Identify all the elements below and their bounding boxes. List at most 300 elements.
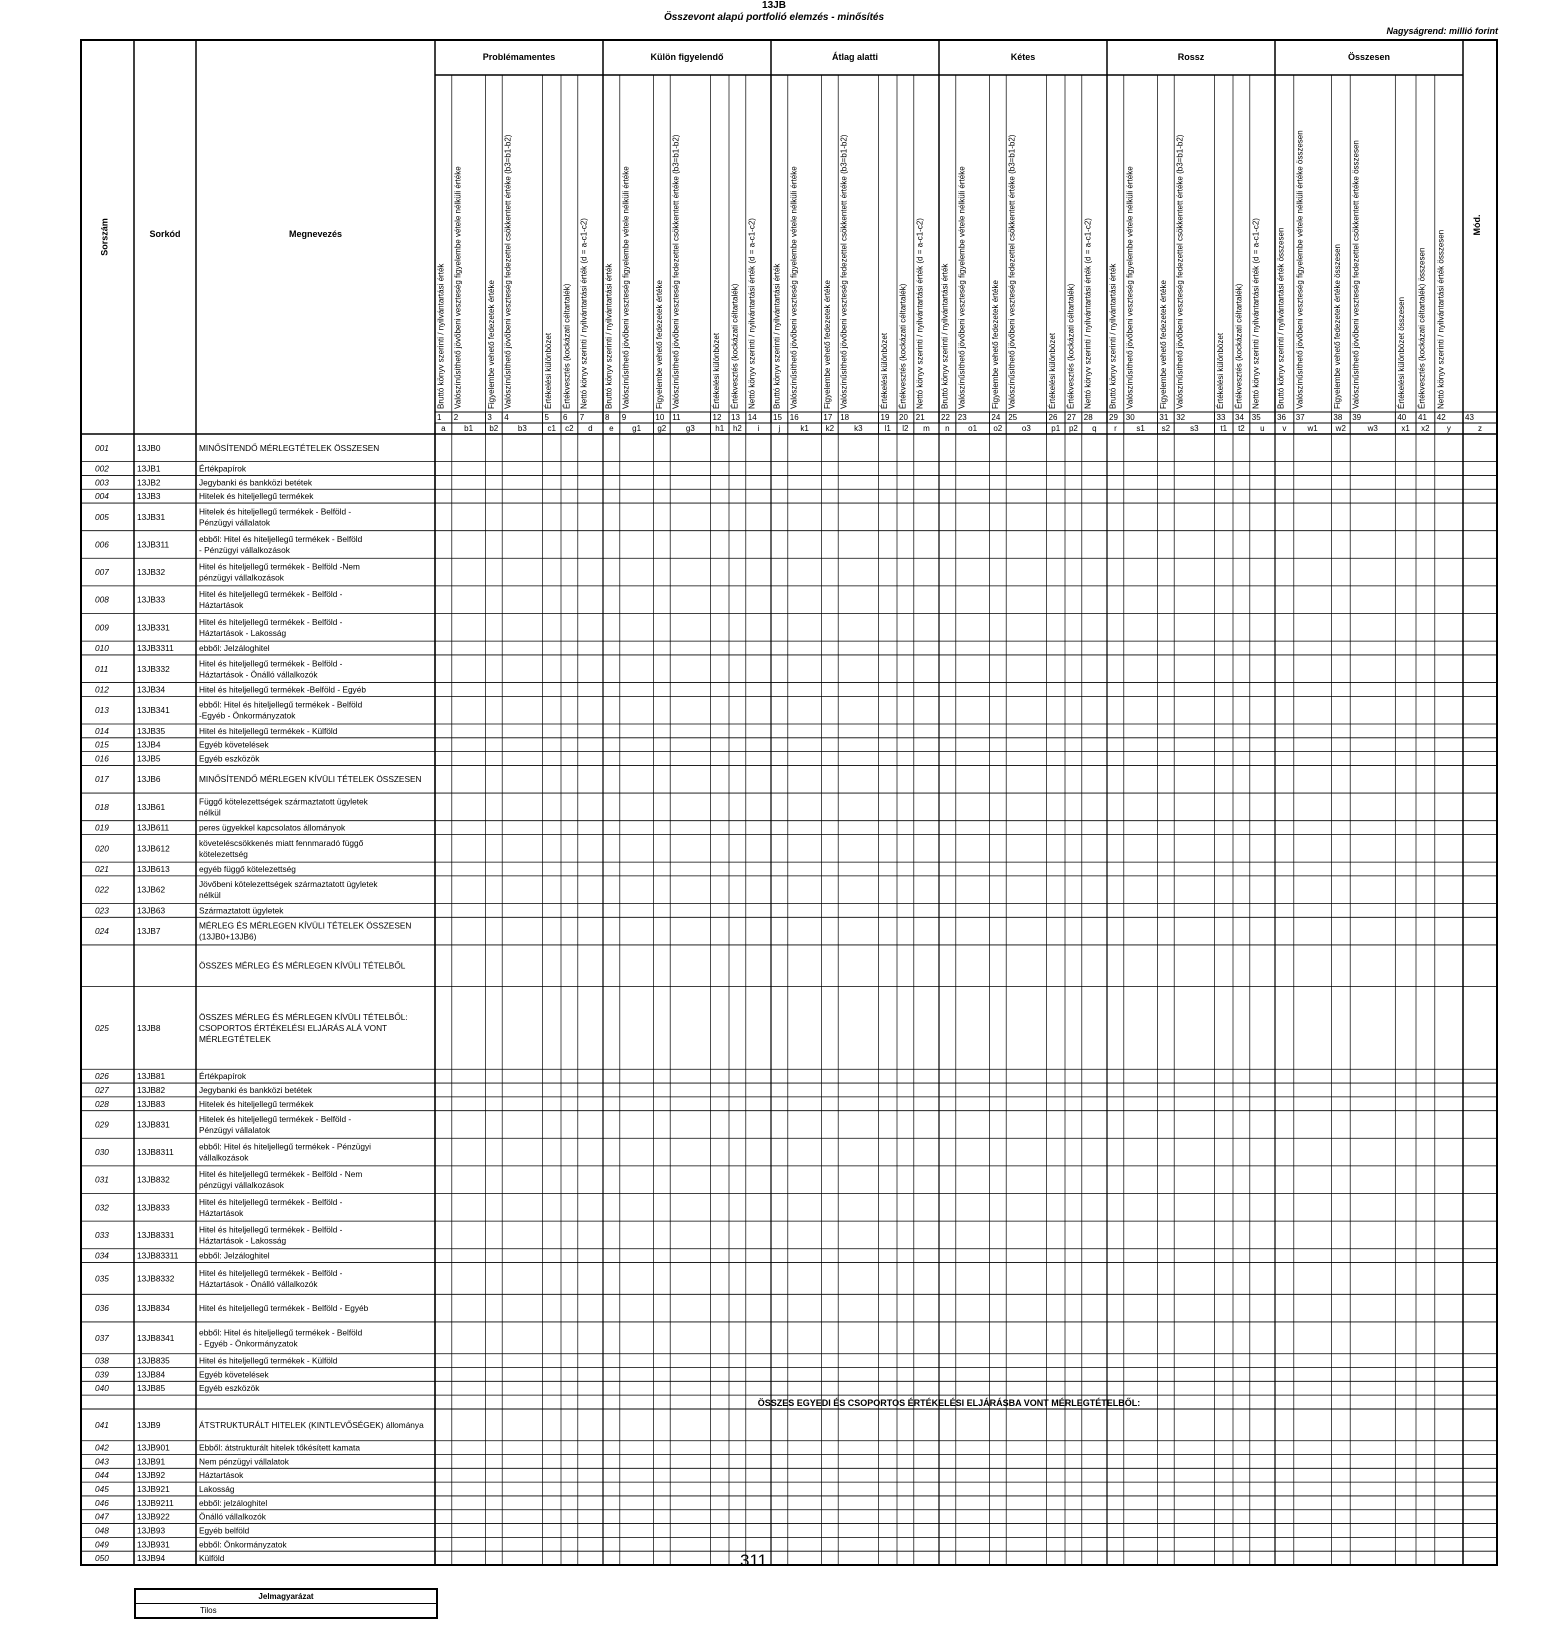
row-label: -Egyéb - Önkormányzatok [199, 710, 296, 721]
row-label: Hitel és hiteljellegű termékek - Belföld -Nem [199, 561, 360, 572]
row-code: 13JB8331 [137, 1229, 175, 1240]
row-code: 13JB8341 [137, 1332, 175, 1343]
column-letter: s1 [1136, 424, 1145, 433]
row-code: 13JB3 [137, 491, 161, 502]
column-number: 7 [579, 413, 585, 422]
row-code: 13JB8332 [137, 1273, 175, 1284]
row-label: Hitel és hiteljellegű termékek - Külföld [199, 1355, 338, 1366]
column-number: 26 [1048, 413, 1058, 422]
row-number: 015 [95, 739, 109, 750]
column-letter: t2 [1238, 424, 1245, 433]
column-number: 25 [1008, 413, 1018, 422]
row-code: 13JB35 [137, 725, 166, 736]
subcolumn-label: Értékelési különbözet [1048, 332, 1058, 409]
column-letter: b1 [464, 424, 474, 433]
column-number: 37 [1295, 413, 1305, 422]
row-label: ebből: Hitel és hiteljellegű termékek - Belföld [199, 533, 363, 544]
row-number: 047 [95, 1511, 109, 1522]
row-code: 13JB833 [137, 1202, 170, 1213]
column-letter: e [609, 424, 614, 433]
subcolumn-label: Értékvesztés (kockázati céltartalék) [562, 283, 572, 409]
row-label: ÖSSZES MÉRLEG ÉS MÉRLEGEN KÍVÜLI TÉTELBŐL [199, 960, 406, 971]
row-number: 006 [95, 539, 109, 550]
section-caption: ÖSSZES EGYEDI ÉS CSOPORTOS ÉRTÉKELÉSI ELJÁRÁSBA VONT MÉRLEGTÉTELBŐL: [757, 1397, 1141, 1408]
column-number: 30 [1125, 413, 1135, 422]
row-label: Nem pénzügyi vállalatok [199, 1456, 289, 1467]
row-code: 13JB1 [137, 463, 161, 474]
row-number: 001 [95, 442, 109, 453]
row-code: 13JB9 [137, 1419, 161, 1430]
group-header: Rossz [1177, 52, 1205, 62]
column-letter: w1 [1307, 424, 1318, 433]
column-number: 9 [621, 413, 627, 422]
row-label: Hitel és hiteljellegű termékek - Belföld - Egyéb [199, 1303, 369, 1314]
column-number: 36 [1277, 413, 1286, 422]
row-label: pénzügyi vállalkozások [199, 572, 284, 583]
row-label: - Pénzügyi vállalkozások [199, 544, 290, 555]
row-label: Egyéb belföld [199, 1525, 250, 1536]
group-header: Átlag alatti [831, 52, 879, 62]
subcolumn-label: Értékvesztés (kockázati céltartalék) [730, 283, 740, 409]
column-letter: k2 [825, 424, 835, 433]
column-letter: w2 [1335, 424, 1346, 433]
row-label: Hitel és hiteljellegű termékek - Belföld - Nem [199, 1169, 363, 1180]
row-number: 035 [95, 1273, 109, 1284]
column-letter: s3 [1190, 424, 1199, 433]
row-label: peres ügyekkel kapcsolatos állományok [199, 822, 346, 833]
row-label: Jegybanki és bankközi betétek [199, 1084, 313, 1095]
row-label: nélkül [199, 890, 221, 901]
row-number: 031 [95, 1174, 109, 1185]
subcolumn-label: Figyelembe vehető fedezetek értéke összesen [1332, 244, 1342, 409]
column-number: 3 [487, 413, 492, 422]
column-number: 17 [823, 413, 833, 422]
row-label: ÁTSTRUKTURÁLT HITELEK (KINTLEVŐSÉGEK) állománya [199, 1419, 424, 1430]
subcolumn-label: Nettó könyv szerinti / nyilvántartási érték (d = a-c1-c2) [579, 218, 589, 409]
row-label: Hitel és hiteljellegű termékek -Belföld - Egyéb [199, 684, 366, 695]
column-letter: n [945, 424, 950, 433]
row-label: vállalkozások [199, 1152, 249, 1163]
row-code: 13JB31 [137, 511, 166, 522]
row-number: 027 [95, 1084, 109, 1095]
row-label: Pénzügyi vállalatok [199, 1124, 271, 1135]
row-code: 13JB93 [137, 1525, 166, 1536]
row-number: 048 [95, 1525, 109, 1536]
row-code: 13JB831 [137, 1119, 170, 1130]
subcolumn-label: Valószínűsíthető jövőbeni veszteség figyelembe vétele nélküli értéke [957, 166, 967, 409]
subcolumn-label: Figyelembe vehető fedezetek értéke [486, 280, 496, 409]
row-label: ebből: Jelzáloghitel [199, 643, 270, 654]
row-number: 024 [95, 926, 109, 937]
page-number: 311 [740, 1551, 768, 1570]
row-label: pénzügyi vállalkozások [199, 1180, 284, 1191]
row-number: 037 [95, 1332, 109, 1343]
row-label: Hitelek és hiteljellegű termékek [199, 491, 314, 502]
row-code: 13JB341 [137, 705, 170, 716]
row-number: 011 [95, 663, 109, 674]
row-number: 018 [95, 801, 109, 812]
row-code: 13JB8311 [137, 1147, 174, 1158]
row-number: 009 [95, 622, 109, 633]
row-code: 13JB62 [137, 884, 166, 895]
row-number: 021 [95, 864, 109, 874]
row-code: 13JB4 [137, 739, 161, 750]
row-number: 043 [95, 1456, 109, 1467]
row-code: 13JB922 [137, 1511, 170, 1522]
row-label: - Egyéb - Önkormányzatok [199, 1338, 298, 1349]
row-code: 13JB9211 [137, 1497, 174, 1508]
row-code: 13JB901 [137, 1442, 170, 1453]
column-letter: d [588, 424, 593, 433]
column-number: 5 [544, 413, 549, 422]
row-number: 036 [95, 1303, 109, 1314]
subcolumn-label: Bruttó könyv szerinti / nyilvántartási érték [1108, 263, 1118, 409]
row-code: 13JB832 [137, 1174, 170, 1185]
row-code: 13JB6 [137, 774, 161, 785]
column-number: 2 [453, 413, 459, 422]
column-number: 14 [747, 413, 757, 422]
row-number: 044 [95, 1470, 109, 1481]
row-label: Lakosság [199, 1484, 235, 1495]
legend-item: Tilos [200, 1606, 217, 1615]
group-header: Problémamentes [482, 52, 556, 62]
column-letter: k1 [800, 424, 809, 433]
subcolumn-label: Bruttó könyv szerinti / nyilvántartási érték összesen [1276, 227, 1286, 409]
subcolumn-label: Valószínűsíthető jövőbeni veszteség fedezettel csökkentett értéke (b3=b1-b2) [503, 134, 513, 409]
row-label: Háztartások - Önálló vállalkozók [199, 1278, 318, 1289]
subcolumn-label: Nettó könyv szerinti / nyilvántartási érték (d = a-c1-c2) [1083, 218, 1093, 409]
report-title: Összevont alapú portfolió elemzés - minősítés [663, 12, 885, 23]
row-code: 13JB92 [137, 1470, 166, 1481]
subcolumn-label: Valószínűsíthető jövőbeni veszteség figyelembe vétele nélküli értéke [789, 166, 799, 409]
row-label: ebből: Hitel és hiteljellegű termékek - Belföld [199, 699, 363, 710]
row-number: 050 [95, 1553, 109, 1564]
row-code: 13JB83311 [137, 1250, 179, 1261]
group-header: Külön figyelendő [650, 52, 724, 62]
column-number: 13 [731, 413, 740, 422]
row-number: 028 [95, 1098, 109, 1109]
row-code: 13JB81 [137, 1071, 166, 1082]
column-letter: x1 [1401, 424, 1410, 433]
row-number: 005 [95, 511, 109, 522]
row-code: 13JB0 [137, 442, 161, 453]
column-letter: g3 [685, 424, 695, 433]
row-label: Pénzügyi vállalatok [199, 517, 271, 528]
column-letter: h1 [715, 424, 725, 433]
legend [134, 1588, 438, 1619]
row-code: 13JB33 [137, 594, 166, 605]
column-number: 32 [1176, 413, 1186, 422]
row-number: 026 [95, 1071, 109, 1082]
row-code: 13JB311 [137, 539, 170, 550]
column-letter: x2 [1421, 424, 1430, 433]
row-number: 041 [95, 1419, 109, 1430]
subcolumn-label: Valószínűsíthető jövőbeni veszteség fedezettel csökkentett értéke (b3=b1-b2) [1007, 134, 1017, 409]
row-label: MINŐSÍTENDŐ MÉRLEGTÉTELEK ÖSSZESEN [199, 442, 380, 453]
row-label: ÖSSZES MÉRLEG ÉS MÉRLEGEN KÍVÜLI TÉTELBŐL: [199, 1011, 408, 1022]
subcolumn-label: Értékelési különbözet [712, 332, 722, 409]
column-number: 16 [789, 413, 799, 422]
row-number: 008 [95, 594, 109, 605]
row-code: 13JB7 [137, 926, 161, 937]
header-sorszam: Sorszám [99, 218, 110, 256]
row-label: Származtatott ügyletek [199, 905, 284, 916]
column-letter: h2 [732, 424, 742, 433]
column-letter: o1 [968, 424, 978, 433]
row-code: 13JB8 [137, 1022, 161, 1033]
column-letter: w3 [1367, 424, 1378, 433]
row-code: 13JB85 [137, 1383, 166, 1394]
row-code: 13JB34 [137, 684, 166, 695]
subcolumn-label: Értékelési különbözet összesen [1396, 296, 1406, 409]
subcolumn-label: Bruttó könyv szerinti / nyilvántartási érték [604, 263, 614, 409]
header-megnevezes: Megnevezés [288, 229, 343, 239]
legend-title: Jelmagyarázat [136, 1590, 436, 1604]
column-letter: s2 [1161, 424, 1171, 433]
row-code: 13JB82 [137, 1084, 166, 1095]
row-number: 004 [95, 491, 109, 502]
subcolumn-label: Értékvesztés (kockázati céltartalék) [1066, 283, 1076, 409]
report-code: 13JB [762, 0, 786, 11]
header-sorkod: Sorkód [149, 229, 181, 239]
row-code: 13JB94 [137, 1553, 166, 1564]
group-header: Kétes [1010, 52, 1036, 62]
row-label: Hitel és hiteljellegű termékek - Külföld [199, 725, 338, 736]
row-label: ebből: Önkormányzatok [199, 1539, 287, 1550]
column-number: 35 [1251, 413, 1261, 422]
row-label: Hitel és hiteljellegű termékek - Belföld - [199, 589, 343, 600]
row-label: CSOPORTOS ÉRTÉKELÉSI ELJÁRÁS ALÁ VONT [199, 1022, 388, 1033]
row-number: 019 [95, 822, 109, 833]
row-label: Hitel és hiteljellegű termékek - Belföld - [199, 616, 343, 627]
row-label: Hitelek és hiteljellegű termékek - Belföld - [199, 1113, 352, 1124]
column-letter: g1 [632, 424, 642, 433]
column-letter: b3 [517, 424, 527, 433]
row-number: 002 [95, 463, 109, 474]
column-letter: q [1092, 424, 1097, 433]
subcolumn-label: Figyelembe vehető fedezetek értéke [822, 280, 832, 409]
subcolumn-label: Valószínűsíthető jövőbeni veszteség fedezettel csökkentett értéke (b3=b1-b2) [839, 134, 849, 409]
row-code: 13JB61 [137, 801, 166, 812]
row-label: Egyéb követelések [199, 739, 269, 750]
column-letter: p2 [1068, 424, 1078, 433]
subcolumn-label: Valószínűsíthető jövőbeni veszteség figyelembe vétele nélküli értéke [1125, 166, 1135, 409]
row-label: Hitel és hiteljellegű termékek - Belföld - [199, 1267, 343, 1278]
column-letter: y [1446, 424, 1451, 433]
column-number: 39 [1352, 413, 1362, 422]
subcolumn-label: Bruttó könyv szerinti / nyilvántartási érték [772, 263, 782, 409]
column-letter: j [778, 424, 781, 433]
column-number: 18 [840, 413, 850, 422]
row-number: 033 [95, 1229, 109, 1240]
row-label: Háztartások [199, 1470, 244, 1481]
row-label: követeléscsökkenés miatt fennmaradó függő [199, 837, 364, 848]
column-number: 21 [915, 413, 925, 422]
row-code: 13JB32 [137, 567, 166, 578]
column-number: 42 [1436, 413, 1446, 422]
row-label: Egyéb eszközök [199, 753, 260, 764]
subcolumn-label: Nettó könyv szerinti / nyilvántartási érték (d = a-c1-c2) [915, 218, 925, 409]
row-number: 023 [95, 905, 109, 916]
column-letter: p1 [1051, 424, 1061, 433]
row-label: Háztartások [199, 600, 244, 611]
column-number: 11 [672, 413, 681, 422]
column-number: 6 [563, 413, 568, 422]
row-label: Háztartások [199, 1207, 244, 1218]
header-mod: Mód. [1472, 214, 1482, 236]
row-code: 13JB2 [137, 477, 161, 488]
row-label: Egyéb eszközök [199, 1383, 260, 1394]
row-label: Háztartások - Lakosság [199, 1235, 287, 1246]
column-letter: v [1282, 424, 1287, 433]
row-label: Jövőbeni kötelezettségek származtatott ügyletek [199, 879, 378, 890]
row-number: 032 [95, 1202, 109, 1213]
column-number: 29 [1109, 413, 1118, 422]
column-number: 31 [1159, 413, 1169, 422]
subcolumn-label: Valószínűsíthető jövőbeni veszteség figyelembe vétele nélküli értéke [453, 166, 463, 409]
row-code: 13JB332 [137, 663, 170, 674]
row-number: 012 [95, 684, 109, 695]
row-label: egyéb függő kötelezettség [199, 864, 296, 874]
row-label: Egyéb követelések [199, 1369, 269, 1380]
row-label: ebből: jelzáloghitel [199, 1497, 268, 1508]
row-label: MÉRLEG ÉS MÉRLEGEN KÍVÜLI TÉTELEK ÖSSZESEN [199, 920, 412, 931]
row-code: 13JB83 [137, 1098, 166, 1109]
column-number: 27 [1067, 413, 1076, 422]
row-code: 13JB921 [137, 1484, 170, 1495]
row-label: Külföld [199, 1553, 225, 1564]
subcolumn-label: Értékvesztés (kockázati céltartalék) összesen [1417, 247, 1427, 409]
row-label: Háztartások - Önálló vállalkozók [199, 669, 318, 680]
row-number: 038 [95, 1355, 109, 1366]
row-label: Háztartások - Lakosság [199, 627, 287, 638]
row-number: 003 [95, 477, 109, 488]
row-label: Hitel és hiteljellegű termékek - Belföld - [199, 658, 343, 669]
row-label: ebből: Jelzáloghitel [199, 1250, 270, 1261]
column-number: 20 [899, 413, 908, 422]
row-code: 13JB63 [137, 905, 166, 916]
row-code: 13JB91 [137, 1456, 166, 1467]
column-letter: g2 [657, 424, 667, 433]
column-number: 19 [880, 413, 890, 422]
row-code: 13JB611 [137, 822, 170, 833]
column-number: 23 [957, 413, 967, 422]
row-number: 013 [95, 705, 109, 716]
subcolumn-label: Értékelési különbözet [1216, 332, 1226, 409]
column-number: 4 [504, 413, 509, 422]
row-label: nélkül [199, 807, 221, 818]
column-letter: l1 [884, 424, 891, 433]
row-label: ebből: Hitel és hiteljellegű termékek - Belföld [199, 1327, 363, 1338]
row-number: 034 [95, 1250, 109, 1261]
row-label: MÉRLEGTÉTELEK [199, 1033, 271, 1044]
row-label: MINŐSÍTENDŐ MÉRLEGEN KÍVÜLI TÉTELEK ÖSSZESEN [199, 774, 422, 785]
row-number: 016 [95, 753, 109, 764]
row-code: 13JB612 [137, 843, 170, 854]
subcolumn-label: Valószínűsíthető jövőbeni veszteség figyelembe vétele nélküli értéke [621, 166, 631, 409]
column-letter: l2 [902, 424, 909, 433]
row-number: 017 [95, 774, 109, 785]
subcolumn-label: Nettó könyv szerinti / nyilvántartási érték (d = a-c1-c2) [747, 218, 757, 409]
column-letter: m [923, 424, 930, 433]
row-code: 13JB931 [137, 1539, 170, 1550]
row-label: Hitel és hiteljellegű termékek - Belföld - [199, 1196, 343, 1207]
column-number: 24 [991, 413, 1001, 422]
subcolumn-label: Nettó könyv szerinti / nyilvántartási érték (d = a-c1-c2) [1251, 218, 1261, 409]
column-letter: o3 [1021, 424, 1031, 433]
subcolumn-label: Bruttó könyv szerinti / nyilvántartási érték [940, 263, 950, 409]
row-code: 13JB84 [137, 1369, 166, 1380]
subcolumn-label: Értékvesztés (kockázati céltartalék) [1234, 283, 1244, 409]
column-letter: k3 [854, 424, 863, 433]
row-number: 020 [95, 843, 109, 854]
row-label: Hitelek és hiteljellegű termékek [199, 1098, 314, 1109]
row-label: Értékpapírok [199, 463, 247, 474]
subcolumn-label: Valószínűsíthető jövőbeni veszteség figyelembe vétele nélküli értéke összesen [1295, 130, 1305, 409]
row-number: 030 [95, 1147, 109, 1158]
column-letter: z [1478, 424, 1482, 433]
row-label: Értékpapírok [199, 1071, 247, 1082]
column-number: 38 [1333, 413, 1343, 422]
group-header: Összesen [1347, 52, 1391, 62]
column-letter: a [441, 424, 446, 433]
subcolumn-label: Figyelembe vehető fedezetek értéke [654, 280, 664, 409]
row-number: 007 [95, 567, 109, 578]
column-number: 41 [1418, 413, 1427, 422]
subcolumn-label: Értékelési különbözet [544, 332, 554, 409]
column-letter: i [757, 424, 760, 433]
row-label: Ebből: átstrukturált hitelek tőkésített kamata [199, 1442, 360, 1453]
subcolumn-label: Figyelembe vehető fedezetek értéke [990, 280, 1000, 409]
row-label: Önálló vállalkozók [199, 1511, 266, 1522]
subcolumn-label: Valószínűsíthető jövőbeni veszteség fedezettel csökkentett értéke (b3=b1-b2) [671, 134, 681, 409]
column-number: 43 [1465, 413, 1474, 422]
row-code: 13JB835 [137, 1355, 170, 1366]
row-number: 042 [95, 1442, 109, 1453]
row-code: 13JB613 [137, 864, 170, 874]
column-number: 12 [712, 413, 722, 422]
subcolumn-label: Figyelembe vehető fedezetek értéke [1158, 280, 1168, 409]
row-number: 046 [95, 1497, 109, 1508]
row-label: kötelezettség [199, 848, 248, 859]
row-number: 022 [95, 884, 109, 895]
column-number: 34 [1235, 413, 1244, 422]
column-letter: c1 [547, 424, 556, 433]
column-number: 15 [773, 413, 782, 422]
column-letter: o2 [993, 424, 1003, 433]
row-label: Hitelek és hiteljellegű termékek - Belföld - [199, 506, 352, 517]
row-label: Jegybanki és bankközi betétek [199, 477, 313, 488]
row-number: 014 [95, 725, 109, 736]
subcolumn-label: Bruttó könyv szerinti / nyilvántartási érték [436, 263, 446, 409]
row-code: 13JB331 [137, 622, 170, 633]
column-number: 22 [941, 413, 950, 422]
row-number: 039 [95, 1369, 109, 1380]
row-code: 13JB5 [137, 753, 161, 764]
row-number: 040 [95, 1383, 109, 1394]
column-number: 40 [1397, 413, 1407, 422]
subcolumn-label: Valószínűsíthető jövőbeni veszteség fedezettel csökkentett értéke összesen [1351, 140, 1361, 409]
column-number: 33 [1216, 413, 1226, 422]
row-label: (13JB0+13JB6) [199, 931, 257, 942]
unit-label: Nagyságrend: millió forint [1386, 26, 1498, 36]
row-number: 010 [95, 643, 109, 654]
column-letter: c2 [565, 424, 574, 433]
row-code: 13JB834 [137, 1303, 170, 1314]
subcolumn-label: Értékelési különbözet [880, 332, 890, 409]
column-number: 1 [437, 413, 442, 422]
column-letter: r [1114, 424, 1117, 433]
